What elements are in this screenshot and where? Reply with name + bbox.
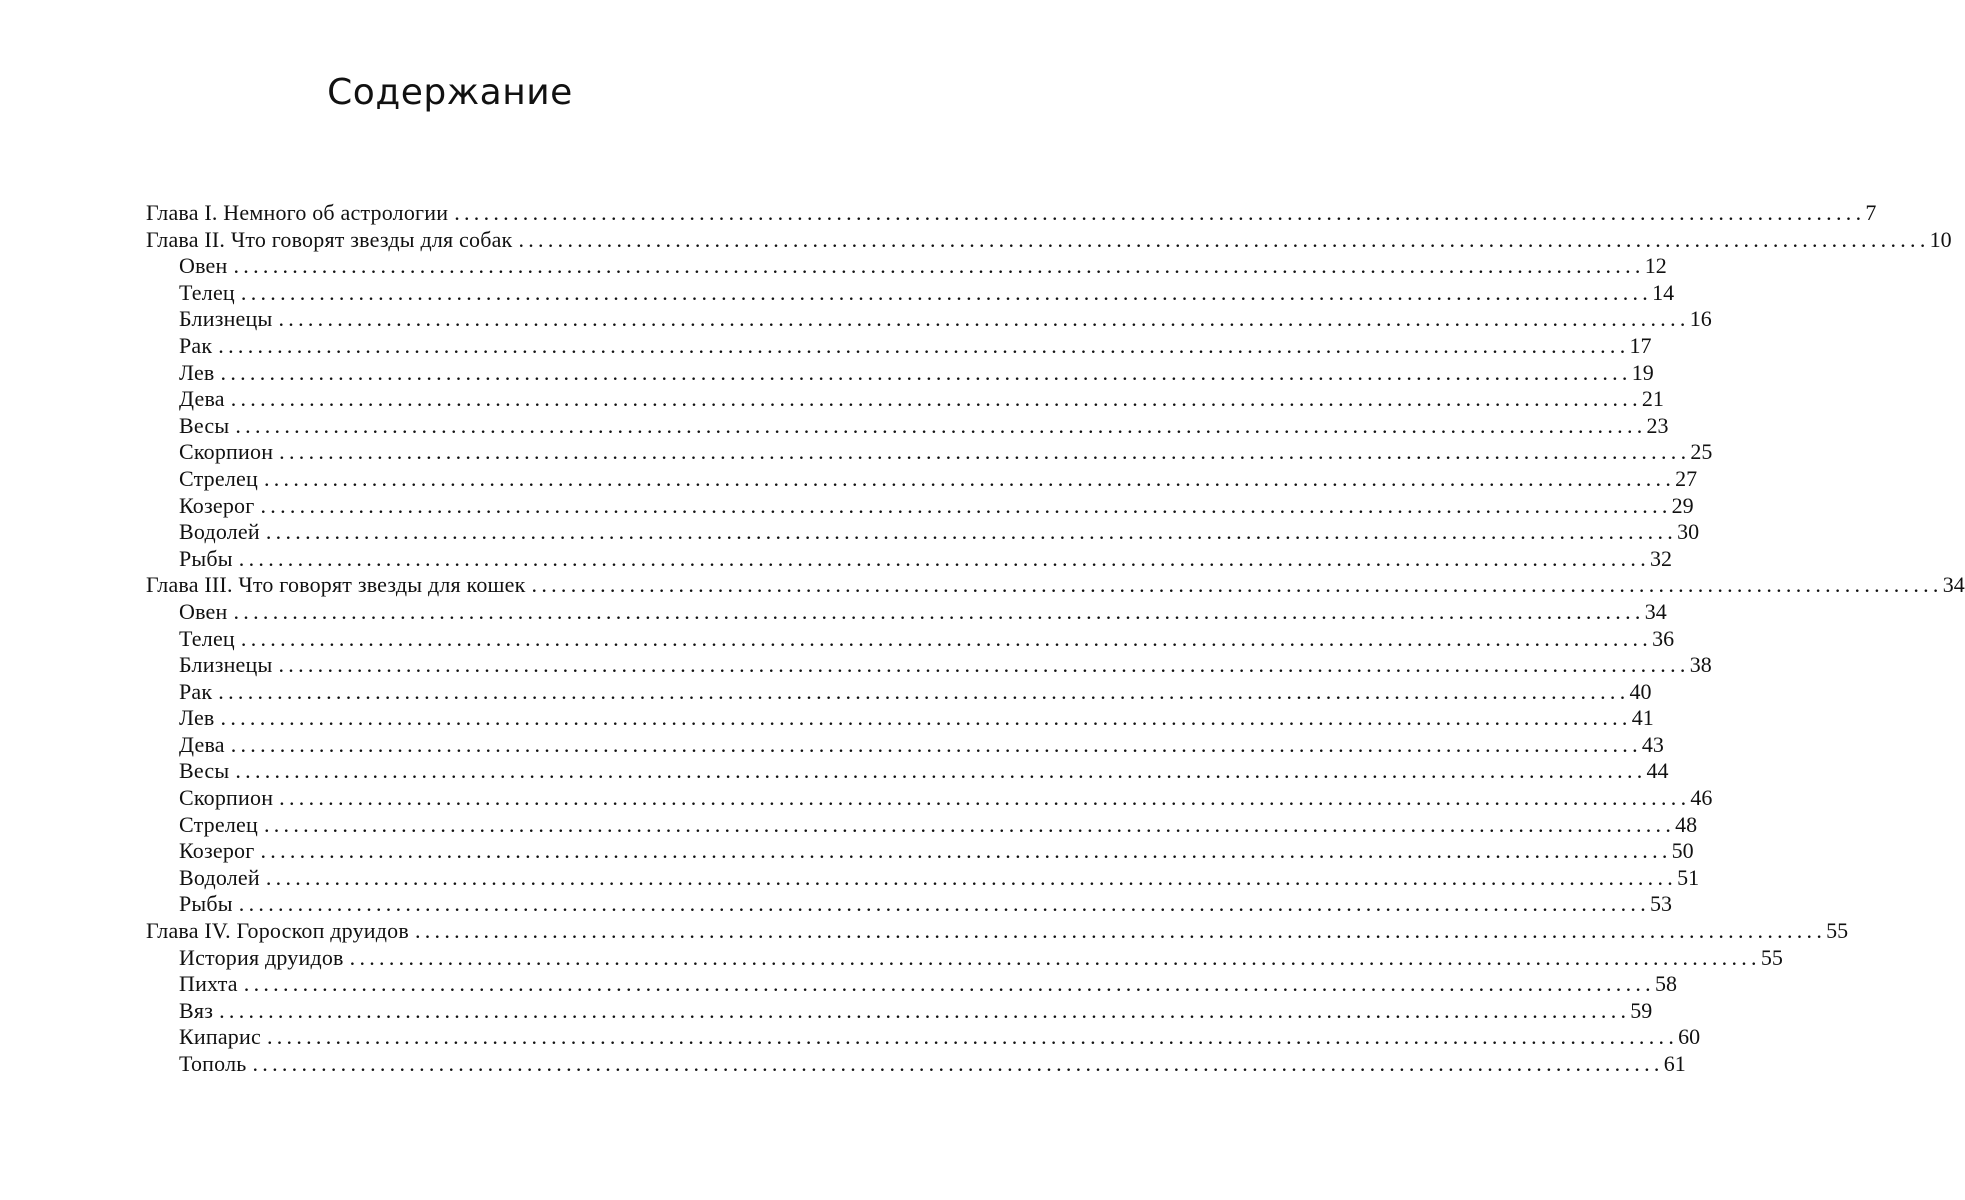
toc-page-number: 21 <box>1641 386 1664 412</box>
toc-page-number: 55 <box>1760 944 1783 970</box>
toc-dot-leader: ................................................................................................................................................ <box>531 572 1943 598</box>
toc-section-entry[interactable] <box>146 1051 1686 1078</box>
toc-entry-label: Рыбы <box>179 891 233 917</box>
toc-page-number: 61 <box>1663 1051 1686 1076</box>
toc-dot-leader: ................................................................................................................................................ <box>260 838 1672 864</box>
toc-entry-label: Овен <box>179 253 228 279</box>
toc-page-number: 60 <box>1678 1024 1701 1050</box>
toc-entry-label: Вяз <box>179 997 214 1023</box>
toc-page-number: 10 <box>1929 226 1952 252</box>
toc-page-number: 38 <box>1689 652 1712 678</box>
toc-entry-label: Весы <box>179 412 230 438</box>
toc-page-number: 40 <box>1629 678 1652 704</box>
toc-page-number: 19 <box>1631 359 1654 385</box>
toc-page-number: 34 <box>1942 572 1965 598</box>
toc-dot-leader: ................................................................................................................................................ <box>243 971 1655 997</box>
toc-page-number: 43 <box>1641 731 1664 757</box>
toc-chapter-entry[interactable] <box>146 226 1952 254</box>
toc-section-entry[interactable] <box>146 306 1712 333</box>
toc-section-entry[interactable] <box>146 997 1653 1025</box>
toc-section-entry[interactable] <box>146 412 1669 440</box>
toc-dot-leader: ................................................................................................................................................ <box>230 731 1642 757</box>
toc-dot-leader: ................................................................................................................................................ <box>218 332 1630 358</box>
toc-dot-leader: ................................................................................................................................................ <box>414 918 1827 944</box>
toc-dot-leader: ................................................................................................................................................ <box>279 439 1691 465</box>
toc-dot-leader: ................................................................................................................................................ <box>518 226 1930 252</box>
toc-section-entry[interactable] <box>146 785 1713 812</box>
toc-dot-leader: ................................................................................................................................................ <box>263 465 1676 491</box>
toc-page-number: 44 <box>1646 758 1669 784</box>
toc-page-number: 16 <box>1689 306 1712 332</box>
toc-page-number: 25 <box>1690 439 1713 465</box>
toc-page-number: 46 <box>1690 785 1713 811</box>
toc-page-number: 58 <box>1654 971 1677 997</box>
toc-entry-label: Стрелец <box>179 465 258 491</box>
toc-page-number: 34 <box>1644 598 1667 624</box>
toc-dot-leader: ................................................................................................................................................ <box>266 1024 1679 1050</box>
toc-page-number: 32 <box>1650 545 1672 571</box>
toc-entry-label: Скорпион <box>179 785 274 811</box>
toc-section-entry[interactable] <box>146 439 1713 466</box>
toc-entry-label: Кипарис <box>179 1024 261 1050</box>
toc-dot-leader: ................................................................................................................................................ <box>278 652 1690 678</box>
toc-dot-leader: ................................................................................................................................................ <box>230 386 1642 412</box>
toc-dot-leader: ................................................................................................................................................ <box>278 306 1690 332</box>
toc-entry-label: Глава IV. Гороскоп друидов <box>146 918 409 944</box>
toc-section-entry[interactable] <box>146 811 1698 839</box>
toc-chapter-entry[interactable] <box>146 918 1849 945</box>
toc-section-entry[interactable] <box>146 625 1675 653</box>
toc-section-entry[interactable] <box>146 705 1654 732</box>
toc-section-entry[interactable] <box>146 891 1672 918</box>
toc-dot-leader: ................................................................................................................................................ <box>265 519 1678 545</box>
toc-dot-leader: ................................................................................................................................................ <box>220 705 1632 731</box>
toc-entry-label: Козерог <box>179 838 255 864</box>
toc-entry-label: Стрелец <box>179 811 258 837</box>
toc-dot-leader: ................................................................................................................................................ <box>220 359 1632 385</box>
toc-entry-label: Глава II. Что говорят звезды для собак <box>146 226 513 252</box>
toc-dot-leader: ................................................................................................................................................ <box>218 678 1630 704</box>
toc-page-number: 59 <box>1630 997 1653 1023</box>
toc-entry-label: Овен <box>179 598 228 624</box>
toc-dot-leader: ................................................................................................................................................ <box>260 492 1672 518</box>
toc-page-number: 41 <box>1631 705 1654 731</box>
toc-section-entry[interactable] <box>146 359 1654 387</box>
toc-dot-leader: ................................................................................................................................................ <box>265 864 1678 890</box>
toc-section-entry[interactable] <box>146 838 1694 865</box>
toc-section-entry[interactable] <box>146 465 1698 493</box>
toc-page-number: 36 <box>1652 625 1675 651</box>
toc-section-entry[interactable] <box>146 492 1694 520</box>
toc-page-number: 14 <box>1652 279 1675 305</box>
toc-dot-leader: ................................................................................................................................................ <box>233 598 1645 624</box>
page-title: Содержание <box>327 72 573 113</box>
toc-dot-leader: ................................................................................................................................................ <box>238 891 1650 917</box>
toc-section-entry[interactable] <box>146 1024 1701 1051</box>
toc-entry-label: Козерог <box>179 492 255 518</box>
toc-dot-leader: ................................................................................................................................................ <box>240 279 1653 305</box>
table-of-contents <box>146 200 1965 1078</box>
toc-entry-label: История друидов <box>179 944 344 970</box>
toc-page-number: 51 <box>1677 864 1700 890</box>
toc-dot-leader: ................................................................................................................................................ <box>349 944 1761 970</box>
toc-page-number: 50 <box>1671 838 1694 864</box>
toc-dot-leader: ................................................................................................................................................ <box>219 997 1631 1023</box>
toc-chapter-entry[interactable] <box>146 572 1965 599</box>
toc-entry-label: Тополь <box>179 1051 247 1076</box>
toc-section-entry[interactable] <box>146 731 1664 759</box>
toc-entry-label: Близнецы <box>179 652 273 678</box>
toc-dot-leader: ................................................................................................................................................ <box>235 412 1647 438</box>
toc-dot-leader: ................................................................................................................................................ <box>240 625 1653 651</box>
toc-entry-label: Дева <box>179 731 225 757</box>
toc-entry-label: Водолей <box>179 864 260 890</box>
toc-dot-leader: ................................................................................................................................................ <box>252 1051 1664 1076</box>
toc-page-number: 7 <box>1865 200 1877 225</box>
toc-section-entry[interactable] <box>146 678 1652 706</box>
toc-page-number: 23 <box>1646 412 1669 438</box>
toc-entry-label: Лев <box>179 705 215 731</box>
toc-page-number: 17 <box>1629 332 1652 358</box>
toc-dot-leader: ................................................................................................................................................ <box>263 811 1676 837</box>
toc-dot-leader: ................................................................................................................................................ <box>233 253 1645 279</box>
toc-entry-label: Телец <box>179 625 235 651</box>
toc-entry-label: Глава I. Немного об астрологии <box>146 200 449 225</box>
toc-entry-label: Глава III. Что говорят звезды для кошек <box>146 572 526 598</box>
toc-entry-label: Пихта <box>179 971 238 997</box>
toc-section-entry[interactable] <box>146 386 1664 413</box>
toc-section-entry[interactable] <box>146 652 1712 679</box>
toc-section-entry[interactable] <box>146 279 1675 307</box>
toc-section-entry[interactable] <box>146 519 1700 546</box>
toc-dot-leader: ................................................................................................................................................ <box>235 758 1647 784</box>
toc-entry-label: Рак <box>179 332 213 358</box>
toc-dot-leader: ................................................................................................................................................ <box>454 200 1866 225</box>
toc-page-number: 12 <box>1644 253 1667 279</box>
toc-page-number: 53 <box>1650 891 1672 917</box>
toc-entry-label: Лев <box>179 359 215 385</box>
toc-entry-label: Весы <box>179 758 230 784</box>
toc-page-number: 30 <box>1677 519 1700 545</box>
toc-entry-label: Дева <box>179 386 225 412</box>
toc-entry-label: Телец <box>179 279 235 305</box>
toc-section-entry[interactable] <box>146 864 1700 892</box>
toc-section-entry[interactable] <box>146 545 1672 573</box>
toc-chapter-entry[interactable] <box>146 200 1877 227</box>
toc-page-number: 27 <box>1675 465 1698 491</box>
toc-dot-leader: ................................................................................................................................................ <box>238 545 1650 571</box>
toc-page-number: 55 <box>1826 918 1849 944</box>
toc-entry-label: Близнецы <box>179 306 273 332</box>
toc-section-entry[interactable] <box>146 332 1652 360</box>
toc-section-entry[interactable] <box>146 253 1667 280</box>
toc-entry-label: Скорпион <box>179 439 274 465</box>
toc-page-number: 48 <box>1675 811 1698 837</box>
toc-section-entry[interactable] <box>146 944 1783 972</box>
toc-page-number: 29 <box>1671 492 1694 518</box>
toc-entry-label: Водолей <box>179 519 260 545</box>
toc-section-entry[interactable] <box>146 598 1667 626</box>
toc-section-entry[interactable] <box>146 758 1669 785</box>
toc-entry-label: Рыбы <box>179 545 233 571</box>
toc-dot-leader: ................................................................................................................................................ <box>279 785 1691 811</box>
toc-entry-label: Рак <box>179 678 213 704</box>
toc-section-entry[interactable] <box>146 971 1677 998</box>
